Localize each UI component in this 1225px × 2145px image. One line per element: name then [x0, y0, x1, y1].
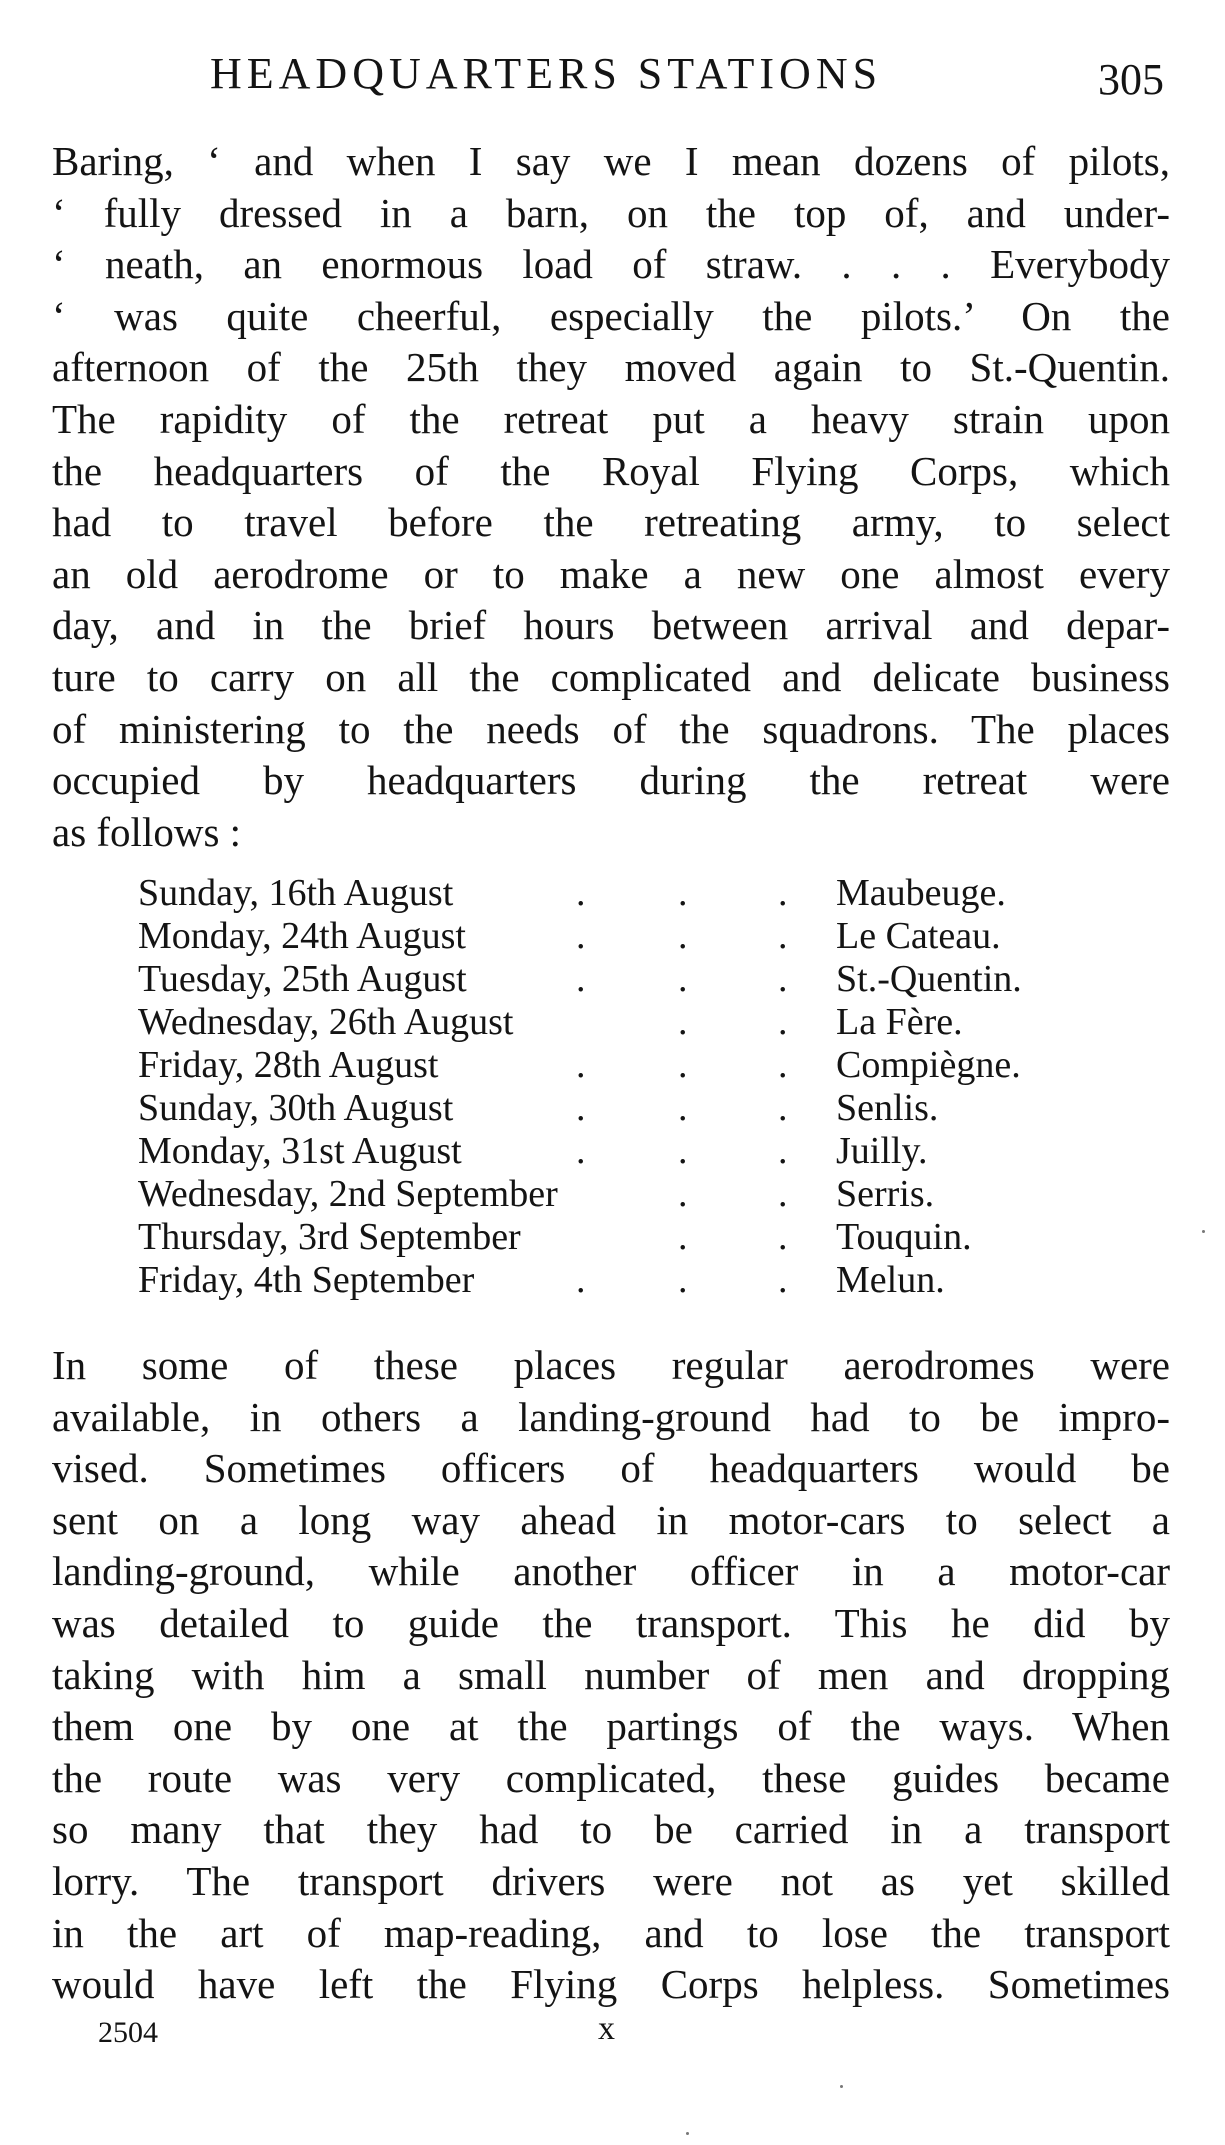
itinerary-date: Sunday, 16th August — [138, 872, 454, 914]
leader-dot: . — [678, 872, 688, 914]
itinerary-place: Juilly. — [836, 1130, 928, 1172]
leader-dot: . — [678, 1130, 688, 1172]
leader-dot: . — [778, 1173, 788, 1215]
itinerary-row — [0, 1087, 1225, 1130]
itinerary-place: Compiègne. — [836, 1044, 1021, 1086]
paper-speck — [1202, 1230, 1205, 1233]
itinerary-place: Senlis. — [836, 1087, 939, 1129]
itinerary-date: Friday, 4th September — [138, 1259, 475, 1301]
paragraph-retreat — [52, 136, 1170, 858]
text-line: lorry. The transport drivers were not as yet skilled — [52, 1857, 1170, 1904]
leader-dot: . — [678, 1259, 688, 1301]
text-line: ‘ neath, an enormous load of straw. . . . Everybody — [52, 241, 1170, 288]
leader-dot: . — [678, 1001, 688, 1043]
leader-dot: . — [576, 958, 586, 1000]
text-line: had to travel before the retreating army, to select — [52, 499, 1170, 546]
paper-speck — [840, 2085, 843, 2088]
text-line: day, and in the brief hours between arrival and depar- — [52, 602, 1170, 649]
leader-dot: . — [678, 1173, 688, 1215]
itinerary-date: Tuesday, 25th August — [138, 958, 467, 1000]
leader-dot: . — [576, 1044, 586, 1086]
itinerary-place: La Fère. — [836, 1001, 963, 1043]
itinerary-date: Thursday, 3rd September — [138, 1216, 521, 1258]
running-title: HEADQUARTERS STATIONS — [210, 49, 883, 98]
text-line: the headquarters of the Royal Flying Corps, which — [52, 447, 1170, 494]
printer-signature-mark: 2504 — [98, 2016, 158, 2049]
leader-dot: . — [778, 958, 788, 1000]
text-line: The rapidity of the retreat put a heavy strain upon — [52, 395, 1170, 442]
text-line: as follows : — [52, 808, 242, 855]
itinerary-row — [0, 1044, 1225, 1087]
leader-dot: . — [778, 1259, 788, 1301]
text-line: landing-ground, while another officer in a motor-car — [52, 1548, 1170, 1595]
itinerary-date: Monday, 31st August — [138, 1130, 462, 1172]
text-line: in the art of map-reading, and to lose the transport — [52, 1909, 1170, 1956]
text-line: In some of these places regular aerodromes were — [52, 1342, 1170, 1388]
itinerary-place: Le Cateau. — [836, 915, 1001, 957]
itinerary-row — [0, 1001, 1225, 1044]
text-line: of ministering to the needs of the squadrons. The places — [52, 705, 1170, 752]
itinerary-row — [0, 1216, 1225, 1259]
text-line: would have left the Flying Corps helpless. Sometimes — [52, 1961, 1170, 2008]
leader-dot: . — [678, 915, 688, 957]
text-line: vised. Sometimes officers of headquarters would be — [52, 1445, 1170, 1492]
leader-dot: . — [576, 1087, 586, 1129]
leader-dot: . — [576, 1130, 586, 1172]
itinerary-place: Serris. — [836, 1173, 935, 1215]
itinerary-row — [0, 958, 1225, 1001]
itinerary-date: Wednesday, 26th August — [138, 1001, 514, 1043]
leader-dot: . — [678, 958, 688, 1000]
text-line: so many that they had to be carried in a transport — [52, 1806, 1170, 1853]
text-line: ture to carry on all the complicated and delicate business — [52, 653, 1170, 700]
itinerary-place: Touquin. — [836, 1216, 972, 1258]
itinerary-row — [0, 915, 1225, 958]
text-line: ‘ was quite cheerful, especially the pilots.’ On the — [52, 292, 1170, 339]
itinerary-place: Maubeuge. — [836, 872, 1006, 914]
text-line: taking with him a small number of men and dropping — [52, 1651, 1170, 1698]
text-line: the route was very complicated, these guides became — [52, 1754, 1170, 1801]
itinerary-row — [0, 1259, 1225, 1302]
leader-dot: . — [778, 872, 788, 914]
paper-speck — [686, 2132, 689, 2135]
itinerary-date: Monday, 24th August — [138, 915, 466, 957]
headquarters-itinerary-list — [0, 872, 1225, 1302]
text-line: was detailed to guide the transport. This he did by — [52, 1599, 1170, 1646]
text-line: an old aerodrome or to make a new one almost every — [52, 550, 1170, 597]
leader-dot: . — [678, 1044, 688, 1086]
leader-dot: . — [778, 1130, 788, 1172]
itinerary-date: Sunday, 30th August — [138, 1087, 454, 1129]
leader-dot: . — [778, 1216, 788, 1258]
text-line: ‘ fully dressed in a barn, on the top of, and under- — [52, 189, 1170, 236]
text-line: available, in others a landing-ground had to be impro- — [52, 1393, 1170, 1440]
paragraph-landing-grounds — [52, 1340, 1170, 2011]
leader-dot: . — [576, 872, 586, 914]
leader-dot: . — [576, 915, 586, 957]
itinerary-place: St.-Quentin. — [836, 958, 1022, 1000]
sheet-letter: x — [598, 2010, 615, 2047]
text-line: them one by one at the partings of the ways. When — [52, 1703, 1170, 1750]
leader-dot: . — [778, 1044, 788, 1086]
page-number: 305 — [1098, 55, 1164, 104]
leader-dot: . — [678, 1216, 688, 1258]
text-line: Baring, ‘ and when I say we I mean dozens of pilots, — [52, 138, 1170, 184]
itinerary-row — [0, 872, 1225, 915]
leader-dot: . — [778, 915, 788, 957]
text-line: afternoon of the 25th they moved again to St.-Quentin. — [52, 344, 1170, 391]
itinerary-date: Wednesday, 2nd September — [138, 1173, 558, 1215]
leader-dot: . — [778, 1087, 788, 1129]
text-line: sent on a long way ahead in motor-cars to select a — [52, 1496, 1170, 1543]
itinerary-row — [0, 1173, 1225, 1216]
itinerary-row — [0, 1130, 1225, 1173]
leader-dot: . — [778, 1001, 788, 1043]
text-line: occupied by headquarters during the retreat were — [52, 757, 1170, 804]
leader-dot: . — [678, 1087, 688, 1129]
itinerary-date: Friday, 28th August — [138, 1044, 439, 1086]
leader-dot: . — [576, 1259, 586, 1301]
itinerary-place: Melun. — [836, 1259, 945, 1301]
